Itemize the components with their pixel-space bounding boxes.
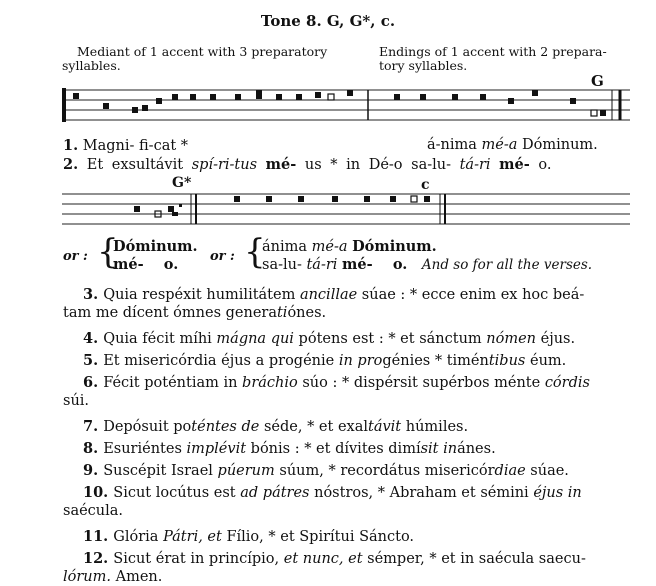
- ending-g-label: G: [591, 72, 604, 90]
- verse-line-1-ending: [427, 137, 598, 153]
- endings-header: [379, 45, 607, 73]
- verse-text: bráchio: [242, 375, 298, 391]
- lyric: spí-ri-tus: [191, 157, 258, 173]
- verse-number: 5.: [83, 352, 104, 369]
- verse-number: 6.: [83, 374, 104, 391]
- verse-text: Esuriéntes: [103, 441, 187, 457]
- verse-text: ad pátres: [240, 485, 310, 501]
- verse-text: córdis: [544, 375, 590, 391]
- alt-ending-2-top: [262, 238, 592, 256]
- verse-text: nóstros, * Abraham et sémini: [309, 485, 534, 501]
- lyric: mé-a: [311, 239, 348, 255]
- ending-c-label: c: [421, 177, 430, 193]
- verse-text: Glória: [113, 529, 164, 545]
- alt-ending-1-bottom: mé- o.: [113, 256, 179, 273]
- verse-number: 9.: [83, 462, 104, 479]
- alt-ending-1: [113, 238, 198, 274]
- lyric: mé- o.: [342, 256, 408, 273]
- verse-number: 11.: [83, 528, 114, 545]
- verse-line-2: [63, 156, 551, 173]
- verse-text: in pro: [338, 353, 383, 369]
- verse-text: implévit: [186, 441, 247, 457]
- ending-gstar-label: G*: [172, 175, 192, 191]
- verse-text: éjus in: [533, 485, 582, 501]
- verse-line: [83, 374, 629, 392]
- verse-8: [63, 440, 629, 458]
- verse-text: éjus.: [536, 331, 576, 347]
- lyric: mé-a: [481, 137, 518, 153]
- verse-text: Suscépit Israel: [103, 463, 218, 479]
- verse-continuation: [63, 502, 629, 520]
- verse-text: sit in: [420, 441, 458, 457]
- chant-staff-1: [60, 86, 632, 126]
- verse-line: [83, 418, 629, 436]
- verse-number: 10.: [83, 484, 114, 501]
- lyric: tá-ri: [306, 257, 338, 273]
- verse-text: nómen: [486, 331, 537, 347]
- lyric: Dóminum.: [522, 137, 598, 153]
- verse-text: sémper, * et in saécula saecu-: [362, 551, 586, 567]
- verse-text: súo : * dispérsit supérbos ménte: [297, 375, 545, 391]
- verse-text: Fécit poténtiam in: [103, 375, 243, 391]
- verse-11: [63, 528, 629, 546]
- verse-number: 8.: [83, 440, 104, 457]
- lyric: Magni-: [82, 138, 135, 154]
- verse-text: tam me dícent ómnes genera: [63, 305, 277, 321]
- verse-text: Depósuit po: [103, 419, 192, 435]
- verse-continuation: [63, 568, 629, 586]
- verse-number: 4.: [83, 330, 104, 347]
- verse-text: Sicut locútus est: [113, 485, 241, 501]
- verse-12: [63, 550, 629, 586]
- verse-text: ónes.: [287, 305, 327, 321]
- verse-text: séde, * et exal: [259, 419, 368, 435]
- verse-text: Pátri, et: [163, 529, 222, 545]
- verse-line: [83, 330, 629, 348]
- verse-text: ti: [276, 305, 288, 321]
- lyric: exsultávit: [111, 157, 184, 173]
- brace-2: {: [244, 232, 266, 272]
- verse-text: Amen.: [111, 569, 163, 585]
- verse-6: [63, 374, 629, 410]
- verse-line: [83, 286, 629, 304]
- lyric: mé-: [265, 156, 297, 173]
- lyric: á-nima: [427, 137, 477, 153]
- lyric: fi-cat *: [139, 138, 189, 154]
- verse-text: génies * timén: [382, 353, 489, 369]
- verse-line: [83, 484, 629, 502]
- lyric: sa-lu-: [262, 257, 302, 273]
- or-label-1: or :: [63, 249, 88, 264]
- or-label-2: or :: [210, 249, 235, 264]
- verse-text: saécula.: [63, 503, 124, 519]
- mediant-header: [62, 44, 328, 73]
- verse-text: diae: [494, 463, 526, 479]
- verse-continuation: [63, 304, 629, 322]
- page-title: Tone 8. G, G*, c.: [260, 12, 396, 30]
- verse-9: [63, 462, 629, 480]
- verse-number: 3.: [83, 286, 104, 303]
- verse-number: 1.: [63, 137, 79, 154]
- verse-number: 7.: [83, 418, 104, 435]
- lyric: o.: [538, 157, 552, 173]
- lyric: ánima: [262, 239, 308, 255]
- verse-10: [63, 484, 629, 520]
- verse-text: súum, * recordátus misericór: [274, 463, 495, 479]
- verse-text: éum.: [525, 353, 567, 369]
- alt-note: And so for all the verses.: [421, 257, 593, 273]
- verse-text: húmiles.: [401, 419, 469, 435]
- alt-ending-1-top: Dóminum.: [113, 238, 198, 255]
- verse-3: [63, 286, 629, 322]
- verse-number: 2.: [63, 156, 79, 173]
- verse-text: bónis : * et dívites dimí: [246, 441, 421, 457]
- verse-text: Et misericórdia éjus a progénie: [103, 353, 339, 369]
- verse-line: [83, 550, 629, 568]
- clef-bar: [62, 88, 66, 122]
- alt-ending-2: [262, 238, 592, 274]
- verse-text: Sicut érat in princípio,: [113, 551, 284, 567]
- verse-text: ánes.: [457, 441, 496, 457]
- verse-line: [83, 528, 629, 546]
- verse-text: púerum: [217, 463, 275, 479]
- verse-text: Quia respéxit humilitátem: [103, 287, 300, 303]
- verse-text: tibus: [488, 353, 526, 369]
- verse-text: súae.: [525, 463, 569, 479]
- verse-line: [83, 462, 629, 480]
- endings-header-line2: tory syllables.: [379, 58, 468, 73]
- verse-7: [63, 418, 629, 436]
- verse-4: [63, 330, 629, 348]
- alt-ending-2-bottom: [262, 256, 592, 274]
- verse-number: 12.: [83, 550, 114, 567]
- verse-text: téntes de: [191, 419, 260, 435]
- verse-line-1: [63, 137, 188, 154]
- verse-text: súae : * ecce enim ex hoc beá-: [357, 287, 585, 303]
- verse-text: távit: [368, 419, 402, 435]
- verse-continuation: [63, 392, 629, 410]
- endings-header-line1: Endings of 1 accent with 2 prepara-: [379, 44, 607, 59]
- verse-line: [83, 352, 629, 370]
- lyric: Et: [86, 157, 104, 173]
- verse-text: et nunc, et: [283, 551, 363, 567]
- lyric: us * in Dé-o sa-lu-: [304, 157, 451, 173]
- chant-staff-2: [60, 190, 632, 230]
- verse-text: Fílio, * et Spirítui Sáncto.: [221, 529, 415, 545]
- mediant-header-line2: syllables.: [62, 58, 121, 73]
- lyric: Dóminum.: [352, 238, 437, 255]
- mediant-header-line1: Mediant of 1 accent with 3 preparatory: [77, 44, 328, 59]
- verse-text: Quia fécit míhi: [103, 331, 217, 347]
- verse-text: ancillae: [299, 287, 358, 303]
- verse-text: mágna qui: [216, 331, 294, 347]
- verse-text: pótens est : * et sánctum: [293, 331, 487, 347]
- brace-1: {: [97, 232, 119, 272]
- lyric: mé-: [499, 156, 530, 173]
- verse-text: lórum.: [63, 569, 111, 585]
- verse-5: [63, 352, 629, 370]
- lyric: tá-ri: [459, 157, 491, 173]
- verse-text: súi.: [63, 393, 90, 409]
- verse-line: [83, 440, 629, 458]
